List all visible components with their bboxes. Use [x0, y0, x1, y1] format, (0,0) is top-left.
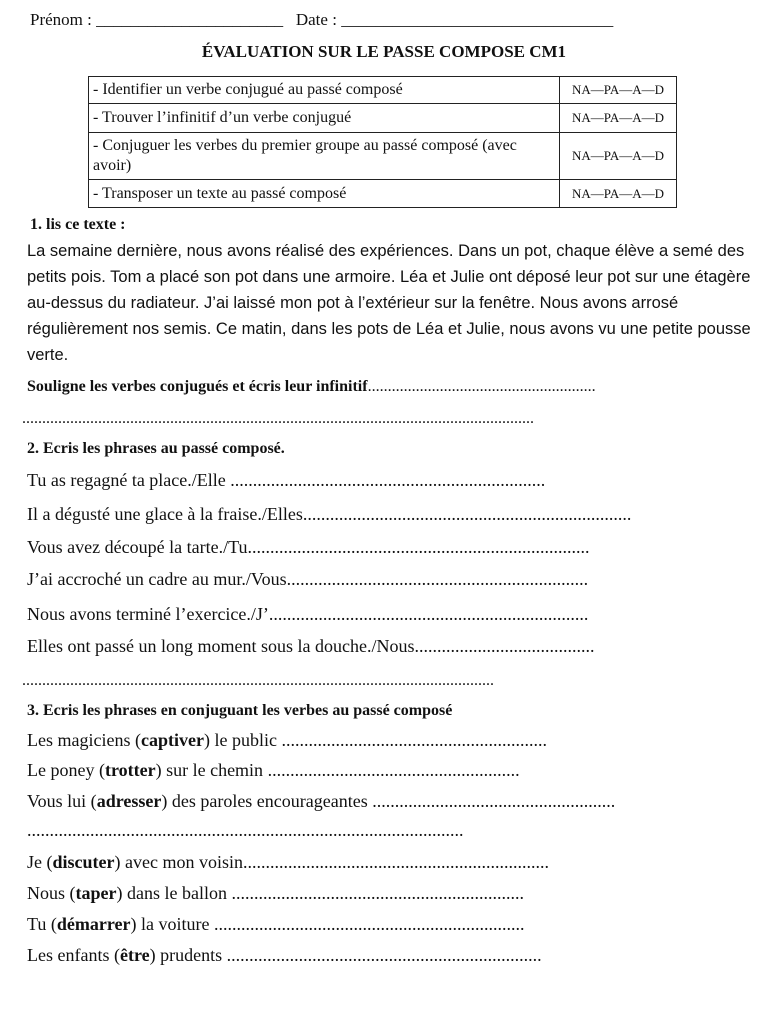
table-row [89, 180, 677, 208]
answer-dots[interactable]: ................................................................................................. [27, 820, 464, 840]
prenom-field[interactable]: ______________________ [96, 10, 284, 29]
verb-infinitive: discuter [52, 852, 115, 872]
answer-dots[interactable]: ........................................ [414, 636, 595, 656]
page-title: ÉVALUATION SUR LE PASSE COMPOSE CM1 [201, 42, 567, 61]
verb-infinitive: adresser [96, 791, 162, 811]
ex2-item [27, 504, 631, 525]
header-line [30, 10, 613, 30]
skill-label: - Identifier un verbe conjugué au passé composé [89, 77, 560, 104]
ex1-text: La semaine dernière, nous avons réalisé des expériences. Dans un pot, chaque élève a semé des petits pois. Tom a placé son pot dans une armoire. Léa et Julie ont déposé leur pot sur une étagère au-dessus du radiateur. J’ai laissé mon pot à l’extérieur sur la fenêtre. Nous avons arrosé régulièrement nos semis. Ce matin, dans les pots de Léa et Julie, nous avons vu une petite pousse verte. [27, 242, 751, 364]
answer-dots[interactable]: ............................................................................ [247, 537, 590, 557]
ex1-answer-line[interactable]: ................................................................................................................................ [22, 410, 534, 427]
answer-dots[interactable]: ...................................................... [372, 791, 616, 811]
table-row [89, 133, 677, 180]
sentence-end: ) avec mon voisin [114, 852, 243, 872]
ex3-item [27, 730, 547, 751]
sentence-end: ) prudents [149, 945, 227, 965]
ex2-item [27, 636, 594, 657]
ex1-instruction [27, 378, 596, 396]
ex3-item [27, 791, 615, 812]
sentence: Elles ont passé un long moment sous la douche./Nous [27, 636, 415, 656]
sentence-start: Je ( [27, 852, 53, 872]
answer-dots[interactable]: ......................................................................... [302, 504, 632, 524]
ex2-extra-line[interactable]: ...................................................................................................................... [22, 672, 494, 689]
skill-levels[interactable]: NA—PA—A—D [560, 104, 677, 133]
sentence-end: ) le public [203, 730, 282, 750]
sentence-start: Les enfants ( [27, 945, 120, 965]
answer-dots[interactable]: ................................................................... [286, 569, 589, 589]
sentence: Nous avons terminé l’exercice./J’ [27, 604, 269, 624]
verb-infinitive: taper [75, 883, 117, 903]
sentence-start: Nous ( [27, 883, 76, 903]
verb-infinitive: captiver [140, 730, 204, 750]
verb-infinitive: être [119, 945, 150, 965]
sentence-start: Vous lui ( [27, 791, 97, 811]
sentence: Tu as regagné ta place./Elle [27, 470, 231, 490]
sentence-start: Le poney ( [27, 760, 105, 780]
verb-infinitive: démarrer [56, 914, 131, 934]
sentence-end: ) la voiture [130, 914, 214, 934]
ex3-continuation-line [27, 820, 464, 841]
answer-dots[interactable]: ...................................................................... [230, 470, 546, 490]
verb-infinitive: trotter [104, 760, 156, 780]
table-row [89, 104, 677, 133]
answer-dots[interactable]: ....................................................................... [268, 604, 589, 624]
answer-dots[interactable]: ...................................................................... [226, 945, 542, 965]
ex2-heading: 2. Ecris les phrases au passé composé. [27, 440, 285, 457]
sentence: J’ai accroché un cadre au mur./Vous [27, 569, 287, 589]
table-row [89, 77, 677, 104]
answer-dots[interactable]: ........................................................ [267, 760, 520, 780]
sentence-end: ) des paroles encourageantes [161, 791, 373, 811]
ex1-heading: 1. lis ce texte : [30, 216, 126, 233]
ex2-item [27, 604, 588, 625]
sentence: Vous avez découpé la tarte./Tu [27, 537, 248, 557]
date-field[interactable]: ________________________________ [341, 10, 614, 29]
skill-levels[interactable]: NA—PA—A—D [560, 77, 677, 104]
ex2-item [27, 569, 588, 590]
ex3-item [27, 945, 542, 966]
skill-label: - Trouver l’infinitif d’un verbe conjugué [89, 104, 560, 133]
date-label: Date : [295, 10, 342, 29]
sentence-end: ) sur le chemin [155, 760, 268, 780]
skill-levels[interactable]: NA—PA—A—D [560, 180, 677, 208]
instruction-text: Souligne les verbes conjugués et écris leur infinitif [27, 378, 368, 395]
sentence-start: Tu ( [27, 914, 57, 934]
skill-label: - Transposer un texte au passé composé [89, 180, 560, 208]
skill-label: - Conjuguer les verbes du premier groupe au passé composé (avec avoir) [89, 133, 560, 180]
ex3-item [27, 883, 524, 904]
answer-dots[interactable]: ................................................................. [231, 883, 524, 903]
skill-levels[interactable]: NA—PA—A—D [560, 133, 677, 180]
sentence: Il a dégusté une glace à la fraise./Elles [27, 504, 303, 524]
answer-dots[interactable]: ..................................................................... [213, 914, 525, 934]
instruction-dots[interactable]: ......................................................... [367, 378, 596, 395]
sentence-end: ) dans le ballon [116, 883, 232, 903]
ex3-item [27, 852, 549, 873]
sentence-start: Les magiciens ( [27, 730, 141, 750]
ex3-item [27, 914, 524, 935]
ex3-heading: 3. Ecris les phrases en conjuguant les verbes au passé composé [27, 702, 453, 719]
ex3-item [27, 760, 520, 781]
ex2-item [27, 537, 589, 558]
answer-dots[interactable]: ........................................................... [281, 730, 547, 750]
prenom-label: Prénom : [30, 10, 97, 29]
skills-table [88, 76, 677, 208]
answer-dots[interactable]: .................................................................... [242, 852, 549, 872]
ex2-item [27, 470, 545, 491]
